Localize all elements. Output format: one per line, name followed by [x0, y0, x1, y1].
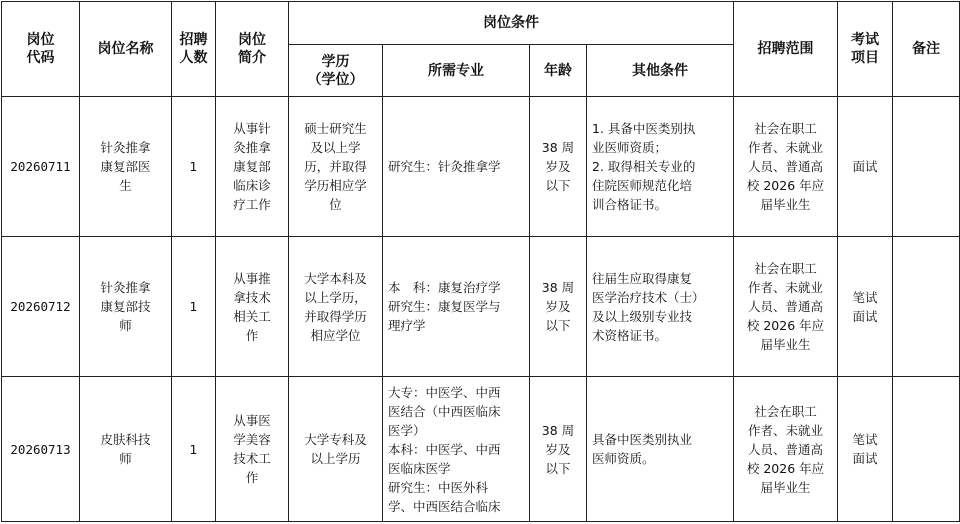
cell-intro: 从事推 拿技术 相关工 作 [216, 237, 289, 377]
cell-code: 20260711 [2, 97, 80, 237]
cell-code: 20260712 [2, 237, 80, 377]
cell-scope: 社会在职工 作者、未就业 人员、普通高 校 2026 年应 届毕业生 [734, 237, 838, 377]
cell-name: 针灸推拿 康复部技 师 [80, 237, 172, 377]
cell-scope: 社会在职工 作者、未就业 人员、普通高 校 2026 年应 届毕业生 [734, 97, 838, 237]
cell-education: 硕士研究生 及以上学 历，并取得 学历相应学 位 [289, 97, 383, 237]
header-age: 年龄 [530, 45, 587, 97]
header-education: 学历 （学位） [289, 45, 383, 97]
cell-education: 大学本科及 以上学历， 并取得学历 相应学位 [289, 237, 383, 377]
cell-other: 1. 具备中医类别执 业医师资质； 2. 取得相关专业的 住院医师规范化培 训合格证书。 [587, 97, 734, 237]
cell-other: 往届生应取得康复 医学治疗技术（士） 及以上级别专业技 术资格证书。 [587, 237, 734, 377]
header-other: 其他条件 [587, 45, 734, 97]
cell-count: 1 [172, 377, 216, 522]
cell-exam: 面试 [838, 97, 893, 237]
cell-intro: 从事针 灸推拿 康复部 临床诊 疗工作 [216, 97, 289, 237]
header-major: 所需专业 [383, 45, 530, 97]
cell-note [893, 377, 960, 522]
cell-age: 38 周 岁及 以下 [530, 97, 587, 237]
cell-code: 20260713 [2, 377, 80, 522]
header-exam: 考试 项目 [838, 2, 893, 97]
cell-count: 1 [172, 237, 216, 377]
header-intro: 岗位 简介 [216, 2, 289, 97]
cell-age: 38 周 岁及 以下 [530, 377, 587, 522]
cell-scope: 社会在职工 作者、未就业 人员、普通高 校 2026 年应 届毕业生 [734, 377, 838, 522]
header-conditions: 岗位条件 [289, 2, 734, 45]
cell-intro: 从事医 学美容 技术工 作 [216, 377, 289, 522]
cell-major: 本 科：康复治疗学 研究生：康复医学与 理疗学 [383, 237, 530, 377]
cell-education: 大学专科及 以上学历 [289, 377, 383, 522]
cell-note [893, 237, 960, 377]
table-row [2, 97, 960, 237]
cell-count: 1 [172, 97, 216, 237]
cell-name: 皮肤科技 师 [80, 377, 172, 522]
header-code: 岗位 代码 [2, 2, 80, 97]
cell-exam: 笔试 面试 [838, 377, 893, 522]
header-note: 备注 [893, 2, 960, 97]
header-count: 招聘 人数 [172, 2, 216, 97]
cell-name: 针灸推拿 康复部医 生 [80, 97, 172, 237]
header-name: 岗位名称 [80, 2, 172, 97]
cell-major: 大专：中医学、中西 医结合（中西医临床 医学） 本科：中医学、中西 医临床医学 研究生：中医外科 学、中西医结合临床 [383, 377, 530, 522]
header-scope: 招聘范围 [734, 2, 838, 97]
cell-major: 研究生：针灸推拿学 [383, 97, 530, 237]
table-row [2, 377, 960, 522]
table-row [2, 237, 960, 377]
cell-note [893, 97, 960, 237]
cell-exam: 笔试 面试 [838, 237, 893, 377]
cell-age: 38 周 岁及 以下 [530, 237, 587, 377]
job-requirements-table [1, 1, 960, 522]
header-row-1 [2, 2, 960, 45]
cell-other: 具备中医类别执业 医师资质。 [587, 377, 734, 522]
